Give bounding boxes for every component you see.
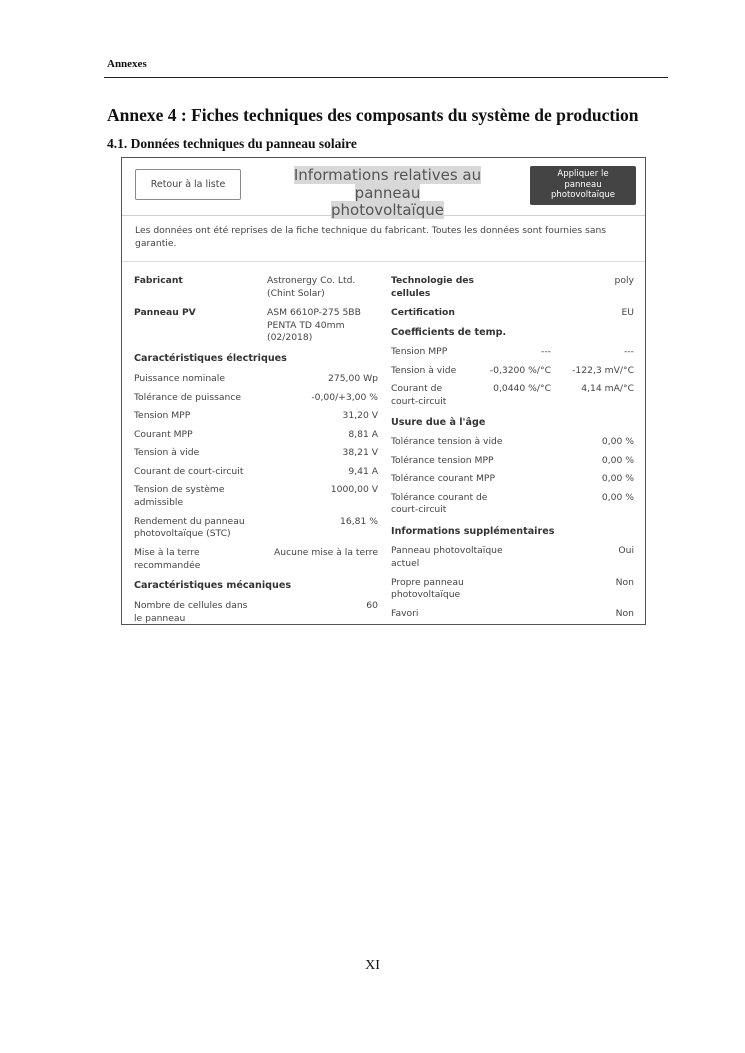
extra-info-label-line1: Favori: [391, 608, 419, 619]
aging-row: [391, 455, 634, 468]
aging-value: 0,00 %: [601, 491, 634, 503]
notice-line1: Les données ont été reprises de la fiche technique du fabricant. Toutes les données sont fournies sans: [135, 225, 607, 236]
electrical-row: [134, 484, 378, 510]
temp-coefficient-row: [391, 346, 634, 359]
manufacturer-value-line2: (Chint Solar): [267, 287, 325, 299]
temp-coefficient-label-line2: court-circuit: [391, 395, 447, 407]
temp-coefficient-label-line1: Courant de: [391, 383, 443, 394]
electrical-value: -0,00/+3,00 %: [311, 391, 378, 403]
electrical-label-line1: Tension de système: [134, 484, 225, 495]
extra-info-value: Non: [615, 608, 634, 619]
extra-info-value: Non: [615, 576, 634, 588]
mechanical-label: [134, 600, 247, 625]
extra-info-label-line1: Panneau photovoltaïque: [391, 545, 503, 556]
temp-coefficient-label-line1: Tension à vide: [391, 364, 457, 376]
temp-coefficient-row: [391, 365, 634, 378]
electrical-value: 9,41 A: [348, 465, 378, 477]
solar-panel-datasheet: [121, 157, 646, 625]
electrical-label-line2: recommandée: [134, 559, 201, 571]
manufacturer-value: [267, 275, 355, 300]
temp-coefficient-row: [391, 383, 634, 409]
electrical-value: 275,00 Wp: [328, 373, 378, 384]
temp-coefficient-label-line1: Tension MPP: [391, 346, 448, 357]
electrical-value: 38,21 V: [342, 447, 378, 458]
notice-divider: [122, 261, 645, 262]
electrical-value: 16,81 %: [340, 515, 378, 527]
electrical-label-line1: Tension MPP: [134, 410, 191, 421]
panel-title-line2: photovoltaïque: [331, 201, 444, 219]
electrical-label: [134, 373, 225, 386]
aging-label: [391, 455, 494, 468]
panel-pv-value-line1: ASM 6610P-275 5BB: [267, 307, 361, 318]
aging-value: 0,00 %: [601, 436, 634, 447]
electrical-label-line1: Rendement du panneau: [134, 515, 245, 527]
aging-label: [391, 473, 495, 486]
mechanical-label-line2: le panneau: [134, 612, 186, 624]
electrical-value: Aucune mise à la terre: [274, 547, 378, 558]
manufacturer-row: [134, 275, 380, 301]
annex-title: Annexe 4 : Fiches techniques des composants du système de production: [107, 105, 639, 125]
electrical-row: [134, 466, 378, 479]
header-rule: [104, 77, 668, 78]
mechanical-heading: Caractéristiques mécaniques: [134, 580, 292, 591]
mechanical-label-line1: Nombre de cellules dans: [134, 600, 248, 611]
technology-value: poly: [614, 275, 634, 286]
temp-coefficients-heading: Coefficients de temp.: [391, 327, 507, 338]
aging-row: [391, 436, 634, 449]
electrical-label: [134, 429, 193, 442]
extra-info-label-line2: actuel: [391, 557, 420, 569]
temp-coefficient-percent-value: 0,0440 %/°C: [493, 383, 551, 394]
apply-button-line2: panneau: [564, 179, 602, 190]
page-number: XI: [365, 958, 380, 973]
electrical-label: [134, 547, 200, 572]
certification-row: [391, 307, 634, 320]
aging-label: [391, 492, 487, 517]
aging-label-line2: court-circuit: [391, 504, 447, 515]
electrical-label: [134, 392, 241, 405]
mechanical-row: [134, 600, 378, 625]
electrical-label-line1: Puissance nominale: [134, 373, 226, 384]
electrical-label-line2: photovoltaïque (STC): [134, 528, 231, 539]
extra-info-row: [391, 608, 634, 621]
temp-coefficient-absolute-value: -122,3 mV/°C: [572, 364, 634, 376]
aging-label-line1: Tolérance courant de: [391, 491, 488, 503]
electrical-row: [134, 429, 378, 442]
temp-coefficient-label: [391, 365, 456, 378]
manufacturer-label: Fabricant: [134, 275, 183, 286]
aging-value: 0,00 %: [601, 473, 634, 484]
electrical-row: [134, 410, 378, 423]
extra-info-value: Oui: [618, 545, 634, 556]
aging-label-line1: Tolérance courant MPP: [391, 473, 495, 484]
aging-row: [391, 492, 634, 518]
manufacturer-value-line1: Astronergy Co. Ltd.: [267, 275, 356, 286]
panel-pv-value-line2: PENTA TD 40mm: [267, 319, 345, 331]
electrical-label-line1: Courant de court-circuit: [134, 465, 244, 477]
extra-info-label: [391, 545, 503, 570]
extra-info-label-line2: photovoltaïque: [391, 589, 461, 600]
electrical-label: [134, 410, 190, 423]
electrical-label-line1: Tolérance de puissance: [134, 391, 242, 403]
technology-label-line2: cellules: [391, 287, 431, 299]
aging-row: [391, 473, 634, 486]
electrical-row: [134, 547, 378, 573]
running-head: Annexes: [107, 58, 147, 70]
extra-info-heading: Informations supplémentaires: [391, 526, 555, 537]
panel-pv-value: [267, 307, 361, 345]
panel-title-line1: Informations relatives au panneau: [293, 166, 482, 202]
electrical-row: [134, 392, 378, 405]
apply-button-line3: photovoltaïque: [550, 190, 616, 200]
extra-info-label: [391, 577, 464, 602]
electrical-label-line1: Mise à la terre: [134, 547, 200, 558]
electrical-label: [134, 484, 225, 509]
extra-info-row: [391, 577, 634, 603]
panel-pv-row: [134, 307, 380, 347]
aging-value: 0,00 %: [601, 454, 634, 466]
temp-coefficient-label: [391, 346, 447, 359]
electrical-label: [134, 516, 245, 541]
technology-row: [391, 275, 634, 301]
extra-info-label: [391, 608, 418, 621]
certification-value: EU: [621, 307, 634, 318]
technology-label: [391, 275, 474, 300]
temp-coefficient-absolute-value: 4,14 mA/°C: [581, 383, 634, 394]
electrical-label: [134, 447, 199, 460]
electrical-label: [134, 466, 243, 479]
panel-pv-value-line3: (02/2018): [267, 332, 313, 343]
extra-info-row: [391, 545, 634, 571]
apply-button-line1: Appliquer le: [557, 169, 609, 179]
electrical-value: 8,81 A: [348, 428, 378, 440]
temp-coefficient-label: [391, 383, 446, 408]
aging-heading: Usure due à l'âge: [391, 417, 486, 428]
electrical-heading: Caractéristiques électriques: [134, 353, 287, 364]
electrical-label-line1: Tension à vide: [134, 447, 200, 458]
electrical-row: [134, 447, 378, 460]
electrical-value: 31,20 V: [342, 410, 378, 421]
mechanical-value: 60: [366, 600, 378, 611]
aging-label-line1: Tolérance tension MPP: [391, 454, 494, 466]
back-to-list-button[interactable]: Retour à la liste: [135, 169, 241, 200]
temp-coefficient-percent-value: ---: [541, 346, 551, 357]
panel-toolbar: [122, 158, 645, 219]
electrical-label-line2: admissible: [134, 496, 184, 508]
electrical-row: [134, 516, 378, 542]
certification-label: Certification: [391, 307, 455, 318]
temp-coefficient-absolute-value: ---: [624, 346, 634, 357]
panel-title: [260, 167, 515, 220]
aging-label: [391, 436, 503, 449]
section-title: 4.1. Données techniques du panneau solaire: [107, 136, 357, 151]
disclaimer-notice: [135, 225, 625, 250]
electrical-row: [134, 373, 378, 386]
temp-coefficient-percent-value: -0,3200 %/°C: [489, 364, 551, 376]
electrical-value: 1000,00 V: [330, 484, 378, 495]
technology-label-line1: Technologie des: [391, 275, 475, 286]
extra-info-label-line1: Propre panneau: [391, 576, 464, 588]
electrical-label-line1: Courant MPP: [134, 428, 193, 440]
aging-label-line1: Tolérance tension à vide: [391, 436, 503, 447]
notice-line2: garantie.: [135, 237, 177, 249]
panel-pv-label: Panneau PV: [134, 307, 196, 318]
apply-panel-button[interactable]: [530, 166, 636, 205]
